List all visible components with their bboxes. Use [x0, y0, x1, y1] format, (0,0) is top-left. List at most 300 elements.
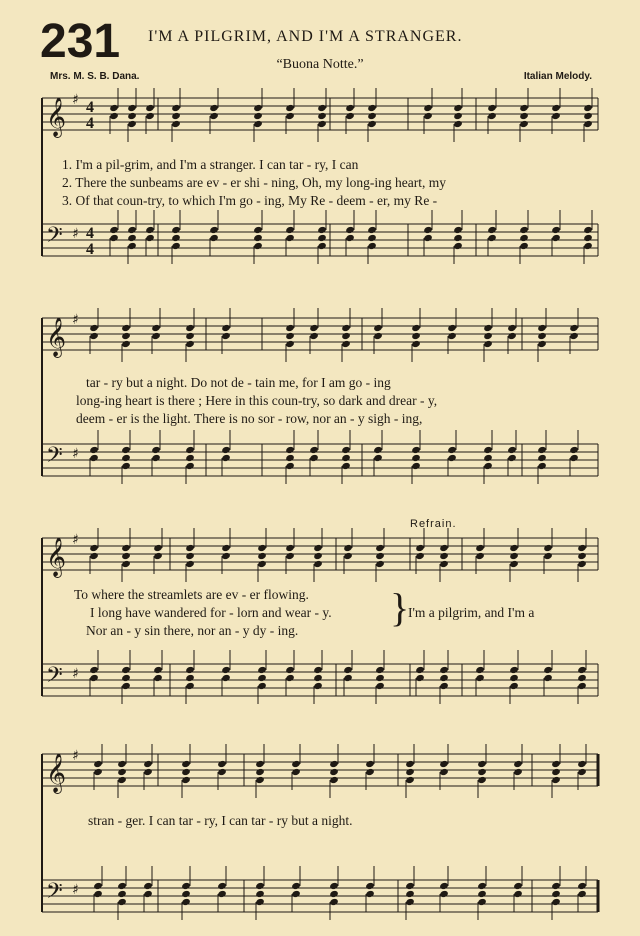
notehead	[423, 226, 433, 234]
notehead	[255, 890, 265, 898]
notehead	[577, 674, 587, 682]
notehead	[509, 666, 519, 674]
notehead	[143, 768, 153, 776]
notehead	[153, 552, 163, 560]
notehead	[569, 332, 579, 340]
notehead	[405, 760, 415, 768]
notehead	[365, 882, 375, 890]
notehead	[423, 112, 433, 120]
notehead	[367, 120, 377, 128]
notehead	[217, 890, 227, 898]
notehead	[285, 462, 295, 470]
notehead	[253, 112, 263, 120]
notehead	[313, 560, 323, 568]
notehead	[453, 104, 463, 112]
notehead	[121, 340, 131, 348]
notehead	[483, 340, 493, 348]
notehead	[313, 544, 323, 552]
notehead	[477, 882, 487, 890]
notehead	[405, 776, 415, 784]
notehead	[151, 446, 161, 454]
notehead	[145, 226, 155, 234]
notehead	[255, 882, 265, 890]
notehead	[439, 674, 449, 682]
notehead	[309, 332, 319, 340]
notehead	[447, 324, 457, 332]
notehead	[181, 760, 191, 768]
notehead	[217, 760, 227, 768]
notehead	[577, 552, 587, 560]
notehead	[291, 768, 301, 776]
notehead	[143, 882, 153, 890]
notehead	[117, 768, 127, 776]
notehead	[317, 234, 327, 242]
notehead	[411, 446, 421, 454]
notehead	[341, 340, 351, 348]
notehead	[453, 112, 463, 120]
bass-clef-icon: 𝄢	[46, 223, 63, 253]
notehead	[513, 760, 523, 768]
notehead	[551, 112, 561, 120]
notehead	[439, 768, 449, 776]
notehead	[543, 552, 553, 560]
notehead	[209, 112, 219, 120]
notehead	[253, 234, 263, 242]
notehead	[253, 226, 263, 234]
notehead	[221, 666, 231, 674]
notehead	[285, 234, 295, 242]
notehead	[537, 462, 547, 470]
notehead	[483, 462, 493, 470]
notehead	[509, 560, 519, 568]
notehead	[285, 674, 295, 682]
notehead	[509, 682, 519, 690]
notehead	[405, 882, 415, 890]
time-signature: 4	[86, 241, 94, 258]
notehead	[153, 666, 163, 674]
notehead	[221, 324, 231, 332]
notehead	[185, 674, 195, 682]
sharp-icon: ♯	[72, 312, 79, 328]
notehead	[257, 544, 267, 552]
sharp-icon: ♯	[72, 532, 79, 548]
notehead	[477, 890, 487, 898]
lyric-line: 3. Of that coun-try, to which I'm go - ing, My Re - deem - er, my Re -	[62, 193, 438, 208]
notehead	[415, 674, 425, 682]
notehead	[109, 112, 119, 120]
notehead	[509, 552, 519, 560]
notehead	[577, 666, 587, 674]
notehead	[285, 446, 295, 454]
notehead	[475, 544, 485, 552]
notehead	[411, 332, 421, 340]
notehead	[411, 454, 421, 462]
sharp-icon: ♯	[72, 226, 79, 242]
notehead	[341, 446, 351, 454]
notehead	[89, 674, 99, 682]
notehead	[373, 332, 383, 340]
notehead	[577, 890, 587, 898]
notehead	[209, 226, 219, 234]
notehead	[317, 120, 327, 128]
notehead	[453, 234, 463, 242]
notehead	[285, 552, 295, 560]
lyric-line: Nor an - y sin there, nor an - y dy - ing.	[86, 623, 299, 638]
notehead	[121, 332, 131, 340]
notehead	[257, 560, 267, 568]
notehead	[285, 340, 295, 348]
notehead	[345, 226, 355, 234]
notehead	[121, 552, 131, 560]
notehead	[143, 760, 153, 768]
notehead	[329, 898, 339, 906]
lyric-line: 2. There the sunbeams are ev - er shi - ning, Oh, my long-ing heart, my	[62, 175, 447, 190]
notehead	[89, 544, 99, 552]
notehead	[405, 898, 415, 906]
notehead	[487, 104, 497, 112]
lyric-line: deem - er is the light. There is no sor - row, nor an - y sigh - ing,	[76, 411, 423, 426]
notehead	[551, 882, 561, 890]
notehead	[405, 890, 415, 898]
notehead	[365, 760, 375, 768]
notehead	[577, 768, 587, 776]
notehead	[405, 768, 415, 776]
notehead	[121, 454, 131, 462]
notehead	[185, 462, 195, 470]
notehead	[121, 674, 131, 682]
notehead	[439, 666, 449, 674]
notehead	[145, 104, 155, 112]
notehead	[537, 332, 547, 340]
notehead	[569, 446, 579, 454]
notehead	[577, 760, 587, 768]
notehead	[171, 120, 181, 128]
notehead	[483, 454, 493, 462]
notehead	[453, 226, 463, 234]
notehead	[507, 324, 517, 332]
notehead	[313, 552, 323, 560]
sharp-icon: ♯	[72, 882, 79, 898]
notehead	[439, 882, 449, 890]
notehead	[171, 112, 181, 120]
hymn-number: 231	[40, 15, 121, 68]
notehead	[309, 446, 319, 454]
lyric-line: 1. I'm a pil-grim, and I'm a stranger. I can tar - ry, I can	[62, 157, 359, 172]
composer-credit: Italian Melody.	[523, 71, 592, 82]
notehead	[181, 890, 191, 898]
notehead	[583, 112, 593, 120]
notehead	[487, 112, 497, 120]
notehead	[171, 234, 181, 242]
notehead	[151, 332, 161, 340]
notehead	[221, 552, 231, 560]
notehead	[365, 890, 375, 898]
notehead	[185, 332, 195, 340]
lyric-line: I long have wandered for - lorn and wear - y.	[90, 605, 332, 620]
notehead	[117, 890, 127, 898]
notehead	[253, 104, 263, 112]
notehead	[309, 324, 319, 332]
notehead	[577, 560, 587, 568]
notehead	[341, 324, 351, 332]
notehead	[543, 674, 553, 682]
notehead	[537, 446, 547, 454]
notehead	[367, 104, 377, 112]
sharp-icon: ♯	[72, 748, 79, 764]
notehead	[121, 446, 131, 454]
notehead	[185, 552, 195, 560]
notehead	[453, 242, 463, 250]
notehead	[373, 446, 383, 454]
notehead	[313, 666, 323, 674]
notehead	[253, 242, 263, 250]
notehead	[345, 112, 355, 120]
notehead	[583, 234, 593, 242]
lyric-brace: }	[390, 585, 410, 630]
bass-clef-icon: 𝄢	[46, 443, 63, 473]
notehead	[127, 242, 137, 250]
treble-clef-icon: 𝄞	[46, 537, 67, 577]
notehead	[309, 454, 319, 462]
notehead	[257, 674, 267, 682]
notehead	[329, 768, 339, 776]
notehead	[415, 666, 425, 674]
treble-clef-icon: 𝄞	[46, 753, 67, 793]
notehead	[375, 560, 385, 568]
notehead	[415, 552, 425, 560]
lyric-line: To where the streamlets are ev - er flowing.	[74, 587, 309, 602]
notehead	[551, 890, 561, 898]
notehead	[343, 552, 353, 560]
notehead	[171, 242, 181, 250]
notehead	[181, 882, 191, 890]
notehead	[117, 776, 127, 784]
notehead	[317, 112, 327, 120]
notehead	[329, 776, 339, 784]
notehead	[513, 882, 523, 890]
notehead	[117, 760, 127, 768]
notehead	[185, 454, 195, 462]
notehead	[285, 454, 295, 462]
notehead	[583, 120, 593, 128]
notehead	[343, 544, 353, 552]
notehead	[507, 454, 517, 462]
notehead	[507, 332, 517, 340]
notehead	[285, 112, 295, 120]
notehead	[127, 112, 137, 120]
notehead	[109, 234, 119, 242]
notehead	[551, 768, 561, 776]
notehead	[551, 760, 561, 768]
notehead	[439, 544, 449, 552]
notehead	[439, 760, 449, 768]
sharp-icon: ♯	[72, 666, 79, 682]
notehead	[509, 674, 519, 682]
notehead	[447, 454, 457, 462]
notehead	[221, 544, 231, 552]
notehead	[255, 768, 265, 776]
notehead	[513, 768, 523, 776]
notehead	[483, 332, 493, 340]
notehead	[89, 324, 99, 332]
notehead	[537, 454, 547, 462]
hymn-title: I'M A PILGRIM, AND I'M A STRANGER.	[148, 28, 463, 45]
notehead	[121, 682, 131, 690]
notehead	[121, 544, 131, 552]
sharp-icon: ♯	[72, 446, 79, 462]
time-signature: 4	[86, 115, 94, 132]
notehead	[367, 242, 377, 250]
notehead	[475, 674, 485, 682]
bass-clef-icon: 𝄢	[46, 879, 63, 909]
notehead	[543, 544, 553, 552]
notehead	[117, 882, 127, 890]
treble-clef-icon: 𝄞	[46, 317, 67, 357]
notehead	[519, 104, 529, 112]
notehead	[217, 768, 227, 776]
notehead	[121, 324, 131, 332]
notehead	[423, 234, 433, 242]
notehead	[121, 666, 131, 674]
notehead	[151, 454, 161, 462]
notehead	[117, 898, 127, 906]
notehead	[513, 890, 523, 898]
notehead	[143, 890, 153, 898]
notehead	[375, 674, 385, 682]
notehead	[109, 226, 119, 234]
notehead	[341, 332, 351, 340]
notehead	[343, 674, 353, 682]
bass-clef-icon: 𝄢	[46, 663, 63, 693]
notehead	[415, 544, 425, 552]
notehead	[439, 890, 449, 898]
notehead	[89, 446, 99, 454]
lyric-line: stran - ger. I can tar - ry, I can tar - ry but a night.	[88, 813, 353, 828]
notehead	[373, 324, 383, 332]
notehead	[447, 332, 457, 340]
notehead	[569, 454, 579, 462]
notehead	[185, 682, 195, 690]
notehead	[127, 120, 137, 128]
notehead	[313, 682, 323, 690]
notehead	[487, 226, 497, 234]
notehead	[285, 226, 295, 234]
notehead	[411, 340, 421, 348]
notehead	[475, 552, 485, 560]
notehead	[257, 552, 267, 560]
notehead	[153, 544, 163, 552]
notehead	[329, 890, 339, 898]
notehead	[317, 242, 327, 250]
notehead	[569, 324, 579, 332]
notehead	[551, 104, 561, 112]
notehead	[221, 674, 231, 682]
notehead	[439, 560, 449, 568]
notehead	[365, 768, 375, 776]
notehead	[583, 242, 593, 250]
notehead	[181, 898, 191, 906]
notehead	[519, 234, 529, 242]
notehead	[583, 226, 593, 234]
notehead	[181, 776, 191, 784]
notehead	[577, 544, 587, 552]
notehead	[285, 666, 295, 674]
notehead	[375, 666, 385, 674]
notehead	[551, 898, 561, 906]
notehead	[519, 242, 529, 250]
notehead	[411, 324, 421, 332]
notehead	[439, 552, 449, 560]
notehead	[185, 560, 195, 568]
notehead	[477, 768, 487, 776]
notehead	[221, 332, 231, 340]
notehead	[221, 446, 231, 454]
notehead	[93, 768, 103, 776]
notehead	[185, 340, 195, 348]
notehead	[345, 104, 355, 112]
notehead	[255, 760, 265, 768]
notehead	[487, 234, 497, 242]
notehead	[551, 234, 561, 242]
notehead	[367, 112, 377, 120]
notehead	[145, 112, 155, 120]
notehead	[341, 454, 351, 462]
notehead	[185, 324, 195, 332]
notehead	[185, 446, 195, 454]
notehead	[329, 760, 339, 768]
notehead	[121, 560, 131, 568]
notehead	[543, 666, 553, 674]
sharp-icon: ♯	[72, 92, 79, 108]
notehead	[373, 454, 383, 462]
notehead	[375, 682, 385, 690]
notehead	[255, 898, 265, 906]
notehead	[93, 882, 103, 890]
notehead	[475, 666, 485, 674]
notehead	[483, 324, 493, 332]
notehead	[507, 446, 517, 454]
notehead	[537, 324, 547, 332]
notehead	[343, 666, 353, 674]
notehead	[291, 882, 301, 890]
notehead	[285, 324, 295, 332]
notehead	[89, 332, 99, 340]
notehead	[253, 120, 263, 128]
notehead	[317, 226, 327, 234]
notehead	[181, 768, 191, 776]
notehead	[329, 882, 339, 890]
notehead	[89, 454, 99, 462]
notehead	[583, 104, 593, 112]
notehead	[209, 104, 219, 112]
notehead	[145, 234, 155, 242]
notehead	[423, 104, 433, 112]
notehead	[171, 226, 181, 234]
notehead	[519, 120, 529, 128]
lyric-line: tar - ry but a night. Do not de - tain me, for I am go - ing	[86, 375, 391, 390]
notehead	[345, 234, 355, 242]
notehead	[551, 226, 561, 234]
treble-clef-icon: 𝄞	[46, 97, 67, 137]
notehead	[411, 462, 421, 470]
notehead	[317, 104, 327, 112]
notehead	[109, 104, 119, 112]
notehead	[93, 890, 103, 898]
notehead	[551, 776, 561, 784]
notehead	[477, 898, 487, 906]
notehead	[313, 674, 323, 682]
notehead	[367, 234, 377, 242]
